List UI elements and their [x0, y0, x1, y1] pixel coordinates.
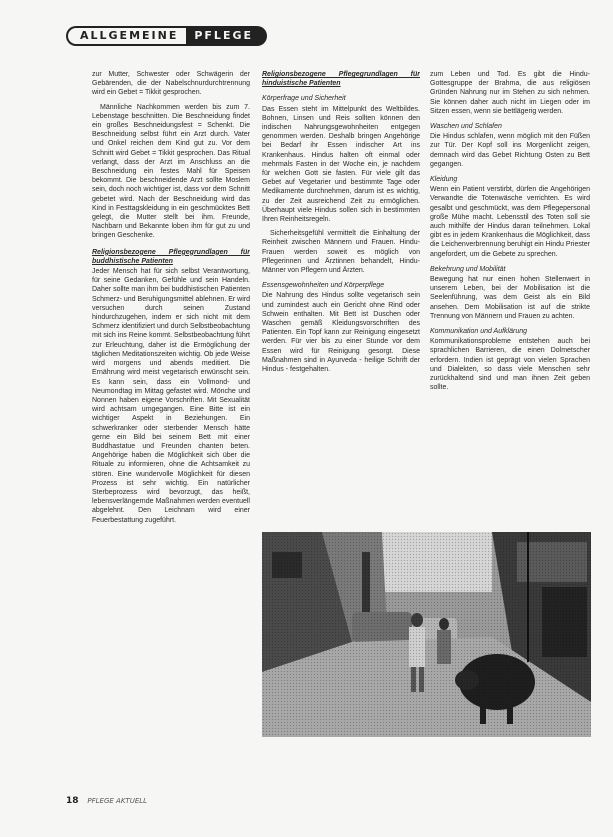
- magazine-name: PFLEGE AKTUELL: [87, 797, 148, 805]
- subheading: Kommunikation und Aufklärung: [430, 328, 528, 336]
- section-heading: Religionsbezogene Pflegegrundlagen für buddhistische Patienten: [92, 248, 250, 265]
- text-column-3: [430, 70, 590, 525]
- page-number: 18: [66, 796, 79, 806]
- paragraph: Das Essen steht im Mittelpunkt des Weltbildes. Bohnen, Linsen und Reis sollten können den indischen Nahrungsgewohnheiten entgegen genommen werden. Deshalb bringen Angehörige bei Bedarf ihr Essen indischer Art ins Krankenhaus. Hindus halten oft einmal oder mehrmals Fasten in der Woche ein, je nachdem für welchen Gott sie fasten. Für viele gilt das Gebet auf Vegetarier und bestimmte Tage oder Medikamente durchnehmen, darum ist es wichtig, zu der Zeit ausreichend Zeit zu ermöglichen. Überhaupt viele Hindus sollen sich in bestimmten Ihren Reinheitsregeln.: [262, 105, 420, 224]
- paragraph: Jeder Mensch hat für sich selbst Verantwortung, für seine Gedanken, Gefühle und sein Handeln. Daher sollte man ihm bei buddhistischen Patienten Schmerz- und Beruhigungsmittel ablehnen. Er wird versuchen durch seinen Zustand hindurchzugehen, indem er sich nicht mit dem Schmerz identifiziert und durch Selbstbeobachtung mit sich ins Reine kommt. Selbstbeobachtung führt zur Erleuchtung, daher ist die Ermöglichung der täglichen Meditationszeiten wichtig. Ob jede Weise wird morgens und abends meditiert. Die Ernährung wird meist vegetarisch erwünscht sein. Es kann sein, dass ein Vollmond- und Neumondtag im Mittag gefastet wird. Mönche und Nonnen haben eigene Vorschriften. Mit Sexualität wird achtsam umgegangen. Eine Bitte ist ein wichtiger Aspekt in Beziehungen. Ein schwerkranker oder sterbender Mensch hätte gerne ein Bild bei seinem Bett mit einer Buddhastatue und Freunden chanten beten. Angehörige haben die Möglichkeit sich über die Rituale zu informieren, ohne die Achtsamkeit zu stören. Eine wundervolle Möglichkeit für diesen Prozess ist sehr wichtig. Ein natürlicher Sterbeprozess wird bevorzugt, das heißt, lebensverlängernde Maßnahmen werden eventuell abgelehnt. Den Leichnam wird einer Feuerbestattung zugeführt.: [92, 268, 250, 524]
- paragraph: Wenn ein Patient verstirbt, dürfen die Angehörigen Verwandte die Totenwäsche verrichten. Es wird gesalbt und geschmückt, was dem Pflegepersonal große Mühe macht. Lebensstil des Toten soll sie auch mithilfe der Hindus daran teilnehmen. Lokal gibt es in jedem Krankenhaus die Möglichkeit, dass die Leichenverbrennung beruhigt ein Hindu Priester angefordert, um die Gebete zu sprechen.: [430, 186, 590, 258]
- paragraph: zur Mutter, Schwester oder Schwägerin der Gebärenden, die der Nabelschnurdurchtrennung wird ein Gebet = Tikkit gesprochen.: [92, 71, 250, 97]
- street-photo-illustration: [262, 532, 591, 737]
- paragraph: Sicherheitsgefühl vermittelt die Einhaltung der Reinheit zwischen Männern und Frauen. Hindu-Frauen werden soweit es möglich von Pflegerinnen und Ärztinnen behandelt, Hindu-Männer von Pflegern und Ärzten.: [262, 230, 420, 275]
- paragraph: Kommunikationsprobleme entstehen auch bei sprachlichen Barrieren, die einen Dolmetscher erfordern. Indien ist geprägt von vielen Sprachen und Dialekten, so dass viele Menschen sehr zurückhaltend sind und man ihnen Zeit geben sollte.: [430, 338, 590, 392]
- paragraph: Bewegung hat nur einen hohen Stellenwert in unserem Leben, bei der Mobilisation ist die Seelenführung, was dem Geist als ein Bild ansehen. Dem Mobilisation ist auf die strikte Trennung von Männern und Frauen zu achten.: [430, 276, 590, 320]
- page-footer: [66, 796, 147, 806]
- section-header: [66, 26, 267, 46]
- subheading: Bekehrung und Mobilität: [430, 265, 506, 273]
- paragraph: zum Leben und Tod. Es gibt die Hindu-Gottesgruppe der Brahma, die aus religiösen Gründen Nahrung nur im Stehen zu sich nehmen. Sie können daher auch nicht im Liegen oder im Sitzen essen, wenn sie bettlägerig werden.: [430, 71, 590, 115]
- paragraph: Die Nahrung des Hindus sollte vegetarisch sein und zumindest auch ein Gericht ohne Rind oder Schwein enthalten. Mit Bett ist Duschen oder Waschen gemäß Kleidungsvorschriften des Patienten. Ein Topf kann zur Reinigung eingesetzt werden. Für vier bis zu einer Stunde vor dem Essen wird für Reinigung gesorgt. Diese Maßnahmen sind in Ayurveda - heilige Schrift der Hindus - festgehalten.: [262, 292, 420, 374]
- text-column-2: [262, 70, 420, 525]
- subheading: Körperfrage und Sicherheit: [262, 95, 346, 103]
- paragraph: Männliche Nachkommen werden bis zum 7. Lebenstage beschnitten. Die Beschneidung findet ein großes Beschneidungsfest = Schenkt. Die Beschneidung selbst führt ein Arzt durch. Vater und Onkel reichen dem Kind gut zu. Vor dem Schnitt wird Gebet = Tikkit gesprochen. Das Ritual verlangt, dass der Arzt im Anschluss an die Beschneidung ein festes Mahl für Speisen bekommt. Die beschneidende Arzt sollte Moslem sein, doch noch wichtiger ist, dass vor dem Schnitt gebetet wird. Nach der Beschneidung wird das Kind in Festtagskleidung in ein geschmücktes Bett gelegt, die Mutter stellt bei ihm. Freunde, Nachbarn und Bekannte loben ihm für gut zu und bringen Geschenke.: [92, 103, 250, 240]
- text-column-1: [92, 70, 250, 780]
- section-label-care: PFLEGE: [186, 26, 267, 46]
- subheading: Kleidung: [430, 176, 458, 184]
- subheading: Essensgewohnheiten und Körperpflege: [262, 282, 385, 290]
- subheading: Waschen und Schlafen: [430, 123, 502, 131]
- section-label-general: ALLGEMEINE: [66, 26, 186, 46]
- street-scene-photo: [262, 532, 591, 737]
- paragraph: Die Hindus schlafen, wenn möglich mit den Füßen zur Tür. Der Kopf soll ins Morgenlicht zeigen, demnach wird das Gebet Richtung Osten zu Bett gegangen.: [430, 133, 590, 168]
- section-heading: Religionsbezogene Pflegegrundlagen für hinduistische Patienten: [262, 71, 420, 88]
